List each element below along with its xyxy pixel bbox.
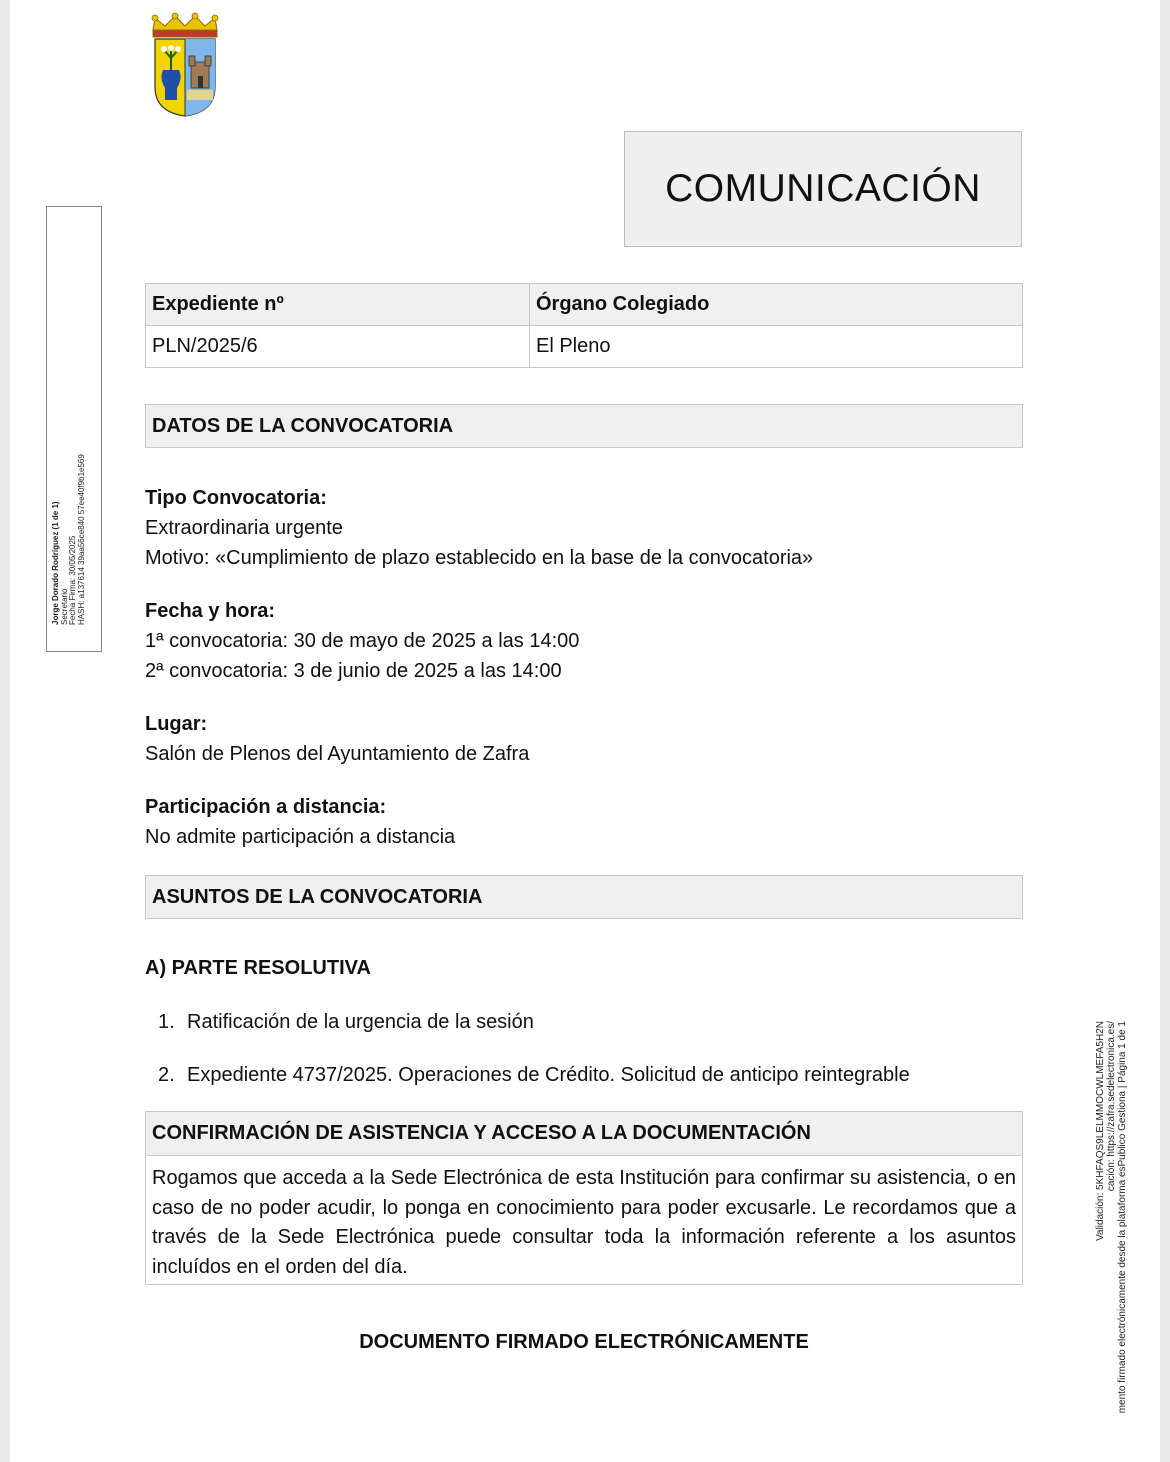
asuntos-section-header: ASUNTOS DE LA CONVOCATORIA: [145, 875, 1023, 919]
document-type-title: COMUNICACIÓN: [624, 131, 1022, 247]
confirmacion-body: Rogamos que acceda a la Sede Electrónica de esta Institución para confirmar su asistencia, o en caso de no poder acudir, lo ponga en conocimiento para poder excusarle. Le recordamos que a través de la Sede Electrónica puede consultar toda la información referente a los asuntos incluídos en el orden del día.: [152, 1167, 1016, 1278]
coat-of-arms-logo: [145, 12, 225, 122]
list-item: [158, 1011, 534, 1034]
organo-header: Órgano Colegiado: [530, 284, 1023, 326]
list-item-text: Ratificación de la urgencia de la sesión: [187, 1011, 534, 1033]
tipo-value: Extraordinaria urgente: [145, 517, 343, 539]
parte-resolutiva-title: A) PARTE RESOLUTIVA: [145, 957, 371, 979]
stamp-date: Fecha Firma: 30/05/2025: [68, 535, 77, 625]
participacion-label: Participación a distancia:: [145, 796, 387, 818]
signature-stamp: [46, 206, 102, 652]
expediente-header: Expediente nº: [146, 284, 530, 326]
list-item-text: Expediente 4737/2025. Operaciones de Crédito. Solicitud de anticipo reintegrable: [187, 1064, 910, 1086]
platform-note: mento firmado electrónicamente desde la plataforma esPublico Gestiona | Página 1 de 1: [1117, 1021, 1128, 1414]
motivo-text: Motivo: «Cumplimiento de plazo establecido en la base de la convocatoria»: [145, 547, 814, 569]
organo-value: El Pleno: [530, 326, 1023, 368]
segunda-convocatoria: 2ª convocatoria: 3 de junio de 2025 a las 14:00: [145, 660, 562, 682]
list-item: [158, 1064, 910, 1087]
list-item-number: 2.: [158, 1064, 175, 1086]
datos-section-header: DATOS DE LA CONVOCATORIA: [145, 404, 1023, 448]
expediente-table: [145, 283, 1023, 368]
tipo-label: Tipo Convocatoria:: [145, 487, 327, 509]
primera-convocatoria: 1ª convocatoria: 30 de mayo de 2025 a las 14:00: [145, 630, 580, 652]
stamp-signer: Jorge Dorado Rodríguez (1 de 1): [51, 501, 60, 625]
signed-notice: DOCUMENTO FIRMADO ELECTRÓNICAMENTE: [359, 1331, 809, 1353]
verification-url: cación: https://zafra.sedelectronica.es/: [1106, 1021, 1117, 1192]
validation-code: Validación: 5KHFAQS9LELMMOCWLMEFA5H2N: [1095, 1021, 1106, 1241]
validation-info: [1095, 1021, 1145, 1462]
list-item-number: 1.: [158, 1011, 175, 1033]
fecha-label: Fecha y hora:: [145, 600, 276, 622]
document-page: [10, 0, 1160, 1462]
confirmacion-box: [145, 1111, 1023, 1285]
stamp-role: Secretario: [59, 588, 69, 625]
confirmacion-header: CONFIRMACIÓN DE ASISTENCIA Y ACCESO A LA DOCUMENTACIÓN: [146, 1112, 1022, 1156]
expediente-value: PLN/2025/6: [146, 326, 530, 368]
lugar-value: Salón de Plenos del Ayuntamiento de Zafra: [145, 743, 530, 765]
stamp-hash: HASH: a137614 39aa56ce840 57ee40f9b1e569: [76, 454, 86, 625]
participacion-value: No admite participación a distancia: [145, 826, 456, 848]
lugar-label: Lugar:: [145, 713, 208, 735]
